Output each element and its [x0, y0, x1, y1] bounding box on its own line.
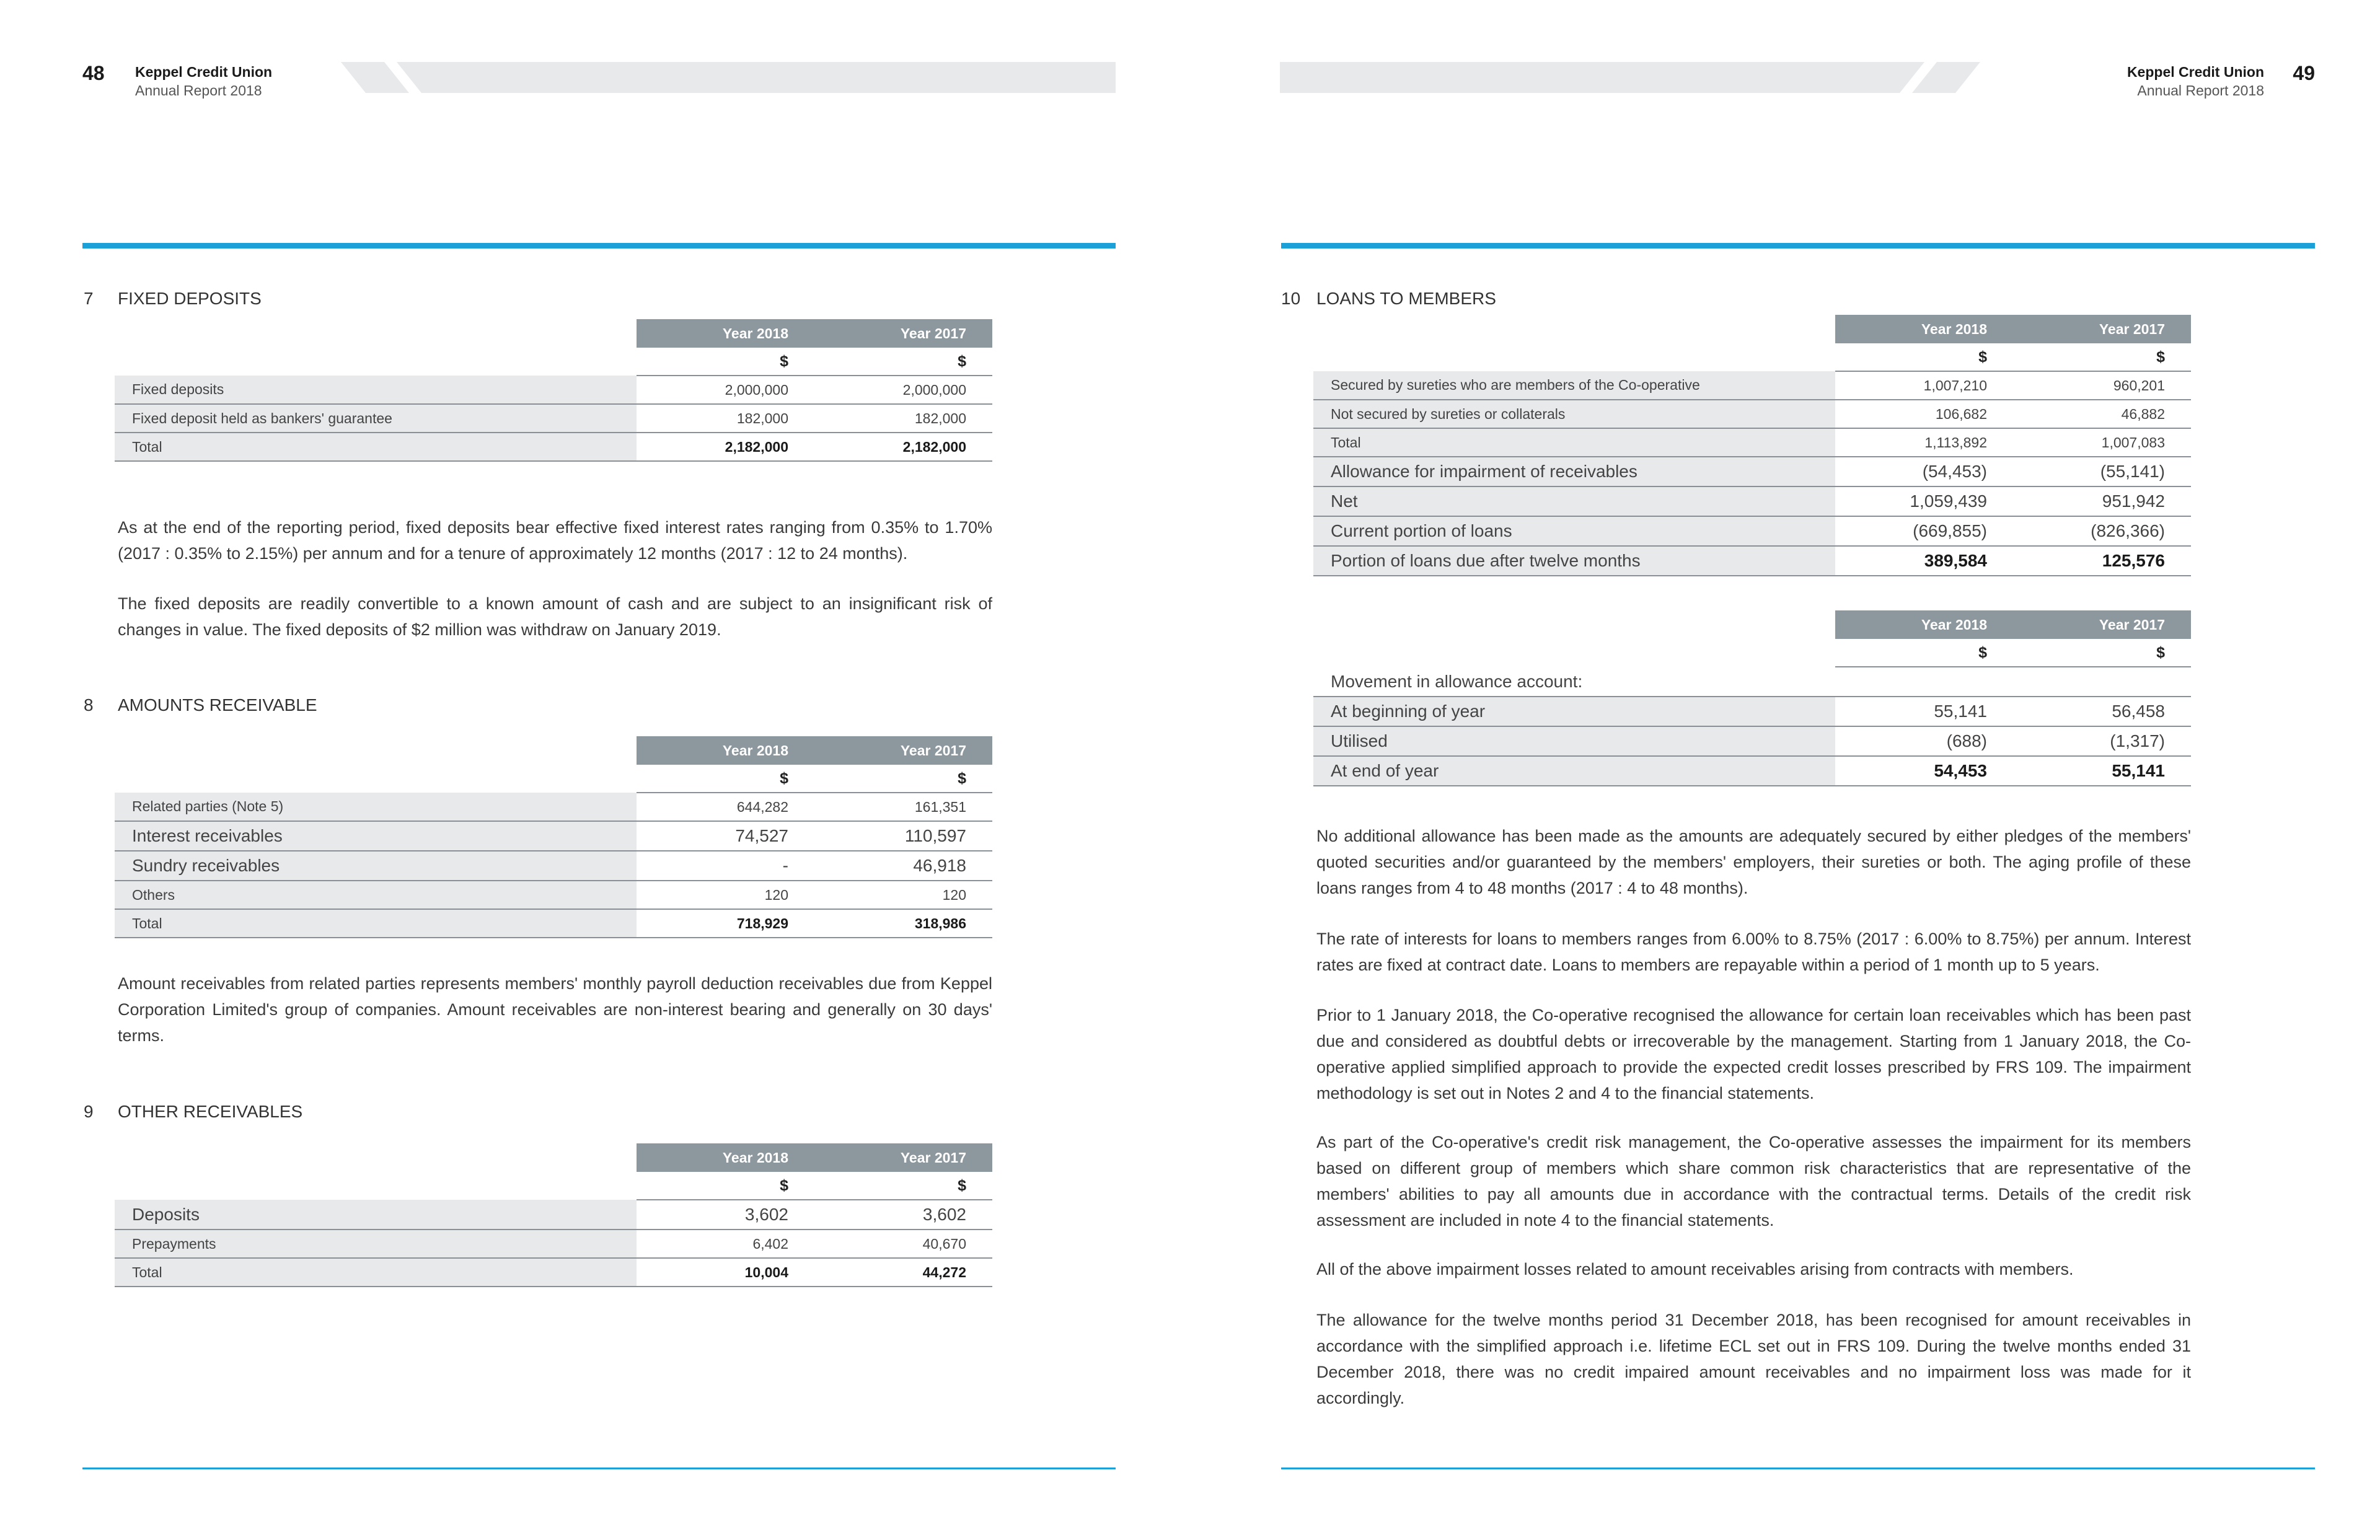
currency-row [115, 348, 992, 376]
table-row [1313, 486, 2191, 516]
value-2018: 389,584 [1835, 546, 2013, 576]
value-2018: 120 [637, 881, 814, 909]
value-2017: 951,942 [2013, 486, 2191, 516]
paragraph: All of the above impairment losses related to amount receivables arising from contracts with members. [1316, 1260, 2074, 1278]
table-row [1313, 726, 2191, 756]
value-2017: 44,272 [814, 1258, 992, 1287]
allowance-movement-table [1313, 610, 2191, 786]
value-2018: 1,007,210 [1835, 371, 2013, 400]
report-title-right: Annual Report 2018 [2137, 82, 2264, 99]
header-band-left [341, 62, 1116, 94]
value-2017: 2,182,000 [814, 433, 992, 461]
table-header-row [1313, 610, 2191, 639]
table-row [1313, 400, 2191, 428]
value-2017: 161,351 [814, 793, 992, 821]
table-row [115, 881, 992, 909]
value-2018: 74,527 [637, 821, 814, 851]
column-header: Year 2017 [2013, 315, 2191, 343]
row-label: Secured by sureties who are members of the Co-operative [1313, 371, 1835, 400]
column-header: Year 2017 [814, 736, 992, 765]
column-header: Year 2018 [1835, 610, 2013, 639]
currency-label: $ [637, 765, 814, 793]
paragraph: The fixed deposits are readily convertible to a known amount of cash and are subject to an insignificant risk of changes in value. The fixed deposits of $2 million was withdraw on January 2019. [118, 594, 992, 639]
value-2018: 1,059,439 [1835, 486, 2013, 516]
column-header: Year 2018 [637, 319, 814, 348]
row-label: Others [115, 881, 637, 909]
value-2018: 1,113,892 [1835, 428, 2013, 457]
value-2017: (826,366) [2013, 516, 2191, 546]
table-total-row [115, 433, 992, 461]
currency-label: $ [2013, 343, 2191, 371]
currency-row [1313, 639, 2191, 667]
value-2018: 106,682 [1835, 400, 2013, 428]
row-label: Sundry receivables [115, 851, 637, 881]
row-label: Portion of loans due after twelve months [1313, 546, 1835, 576]
value-2017: 182,000 [814, 404, 992, 433]
row-label: At end of year [1313, 756, 1835, 786]
paragraph: As at the end of the reporting period, fixed deposits bear effective fixed interest rates ranging from 0.35% to 1.70% (2017 : 0.35% to 2.15%) per annum and for a tenure of approximately 12 months (2017 : 12 to 24 months). [118, 518, 992, 563]
value-2018: 6,402 [637, 1230, 814, 1258]
row-label: Total [115, 1258, 637, 1287]
value-2017: 110,597 [814, 821, 992, 851]
bottom-rule-left [82, 1467, 1116, 1469]
table-row [1313, 428, 2191, 457]
paragraph: As part of the Co-operative's credit risk management, the Co-operative assesses the impairment for its members based on different group of members which share common risk characteristics that are representative of the members' abilities to pay all amounts due in accordance with the contractual terms. Details of the credit risk assessment are included in note 4 to the financial statements. [1316, 1133, 2191, 1230]
value-2017: (55,141) [2013, 457, 2191, 486]
fixed-deposits-table [115, 319, 992, 462]
table-caption-row [1313, 667, 2191, 697]
currency-label: $ [637, 1172, 814, 1200]
row-label: Allowance for impairment of receivables [1313, 457, 1835, 486]
currency-label: $ [637, 348, 814, 376]
row-label: At beginning of year [1313, 697, 1835, 726]
value-2017: 960,201 [2013, 371, 2191, 400]
value-2018: 2,000,000 [637, 376, 814, 404]
table-row [115, 793, 992, 821]
row-label: Total [115, 433, 637, 461]
value-2017: 1,007,083 [2013, 428, 2191, 457]
table-row [1313, 371, 2191, 400]
table-row [115, 851, 992, 881]
column-header: Year 2018 [1835, 315, 2013, 343]
value-2018: 644,282 [637, 793, 814, 821]
currency-row [115, 765, 992, 793]
table-row [1313, 457, 2191, 486]
page-number-left: 48 [82, 62, 105, 84]
table-header-row [115, 736, 992, 765]
column-header: Year 2018 [637, 736, 814, 765]
table-total-row [1313, 756, 2191, 786]
value-2018: 10,004 [637, 1258, 814, 1287]
paragraph: Amount receivables from related parties represents members' monthly payroll deduction receivables due from Keppel Corporation Limited's group of companies. Amount receivables are non-interest bearing and generally on 30 days' terms. [118, 974, 992, 1045]
top-rule-left [82, 243, 1116, 249]
table-row [115, 404, 992, 433]
page-number-right: 49 [2293, 62, 2315, 84]
value-2017: 318,986 [814, 909, 992, 938]
row-label: Interest receivables [115, 821, 637, 851]
row-label: Related parties (Note 5) [115, 793, 637, 821]
section-number: 9 [84, 1102, 94, 1121]
value-2017: 2,000,000 [814, 376, 992, 404]
loans-to-members-table [1313, 315, 2191, 576]
paragraph: The allowance for the twelve months period 31 December 2018, has been recognised for amount receivables in accordance with the simplified approach i.e. lifetime ECL set out in FRS 109. During the twelve months ended 31 December 2018, there was no credit impaired amount receivables and no impairment loss was made for it accordingly. [1316, 1311, 2191, 1407]
row-label: Total [115, 909, 637, 938]
row-label: Fixed deposit held as bankers' guarantee [115, 404, 637, 433]
org-name-left: Keppel Credit Union [135, 64, 273, 80]
section-title-loans-to-members: LOANS TO MEMBERS [1316, 289, 1496, 308]
value-2018: (669,855) [1835, 516, 2013, 546]
currency-row [115, 1172, 992, 1200]
value-2018: 55,141 [1835, 697, 2013, 726]
table-row [115, 1230, 992, 1258]
table-header-row [1313, 315, 2191, 343]
value-2018: - [637, 851, 814, 881]
table-row [115, 376, 992, 404]
column-header: Year 2017 [814, 1143, 992, 1172]
value-2017: 46,918 [814, 851, 992, 881]
table-row [1313, 697, 2191, 726]
value-2018: 182,000 [637, 404, 814, 433]
row-label: Not secured by sureties or collaterals [1313, 400, 1835, 428]
value-2017: 46,882 [2013, 400, 2191, 428]
row-label: Deposits [115, 1200, 637, 1230]
value-2017: 55,141 [2013, 756, 2191, 786]
row-label: Total [1313, 428, 1835, 457]
section-number: 10 [1281, 289, 1301, 308]
section-title-fixed-deposits: FIXED DEPOSITS [118, 289, 262, 308]
paragraph: No additional allowance has been made as the amounts are adequately secured by either pledges of the members' quoted securities and/or guaranteed by the members' employers, their sureties or both. The aging profile of these loans ranges from 4 to 48 months (2017 : 4 to 48 months). [1316, 827, 2191, 897]
amounts-receivable-table [115, 736, 992, 938]
section-number: 8 [84, 695, 94, 715]
row-label: Fixed deposits [115, 376, 637, 404]
column-header: Year 2017 [814, 319, 992, 348]
paragraph: Prior to 1 January 2018, the Co-operative recognised the allowance for certain loan receivables which has been past due and considered as doubtful debts or irrecoverable by the management. Starting from 1 January 2018, the Co-operative applied simplified approach to provide the expected credit losses prescribed by FRS 109. The impairment methodology is set out in Notes 2 and 4 to the financial statements. [1316, 1006, 2191, 1102]
table-row [115, 1200, 992, 1230]
other-receivables-table [115, 1143, 992, 1287]
table-row [1313, 516, 2191, 546]
value-2017: 120 [814, 881, 992, 909]
value-2018: 54,453 [1835, 756, 2013, 786]
value-2017: 3,602 [814, 1200, 992, 1230]
org-name-right: Keppel Credit Union [2127, 64, 2264, 80]
table-header-row [115, 319, 992, 348]
currency-label: $ [1835, 343, 2013, 371]
section-number: 7 [84, 289, 94, 308]
table-row [115, 821, 992, 851]
currency-label: $ [814, 765, 992, 793]
row-label: Utilised [1313, 726, 1835, 756]
currency-label: $ [1835, 639, 2013, 667]
value-2017: 56,458 [2013, 697, 2191, 726]
table-total-row [115, 1258, 992, 1287]
report-title-left: Annual Report 2018 [135, 82, 262, 99]
value-2018: 3,602 [637, 1200, 814, 1230]
value-2017: (1,317) [2013, 726, 2191, 756]
column-header: Year 2018 [637, 1143, 814, 1172]
currency-label: $ [2013, 639, 2191, 667]
section-title-other-receivables: OTHER RECEIVABLES [118, 1102, 303, 1121]
top-rule-right [1281, 243, 2315, 249]
value-2018: 718,929 [637, 909, 814, 938]
value-2018: 2,182,000 [637, 433, 814, 461]
value-2017: 125,576 [2013, 546, 2191, 576]
table-total-row [1313, 546, 2191, 576]
row-label: Net [1313, 486, 1835, 516]
table-total-row [115, 909, 992, 938]
row-label: Prepayments [115, 1230, 637, 1258]
row-label: Current portion of loans [1313, 516, 1835, 546]
currency-label: $ [814, 348, 992, 376]
value-2018: (54,453) [1835, 457, 2013, 486]
bottom-rule-right [1281, 1467, 2315, 1469]
currency-row [1313, 343, 2191, 371]
table-caption: Movement in allowance account: [1313, 667, 2191, 697]
value-2018: (688) [1835, 726, 2013, 756]
currency-label: $ [814, 1172, 992, 1200]
column-header: Year 2017 [2013, 610, 2191, 639]
table-header-row [115, 1143, 992, 1172]
paragraph: The rate of interests for loans to members ranges from 6.00% to 8.75% (2017 : 6.00% to 8.75%) per annum. Interest rates are fixed at contract date. Loans to members are repayable within a period of 1 month up to 5 years. [1316, 930, 2191, 974]
section-title-amounts-receivable: AMOUNTS RECEIVABLE [118, 695, 317, 715]
value-2017: 40,670 [814, 1230, 992, 1258]
header-band-right [1280, 62, 1980, 94]
